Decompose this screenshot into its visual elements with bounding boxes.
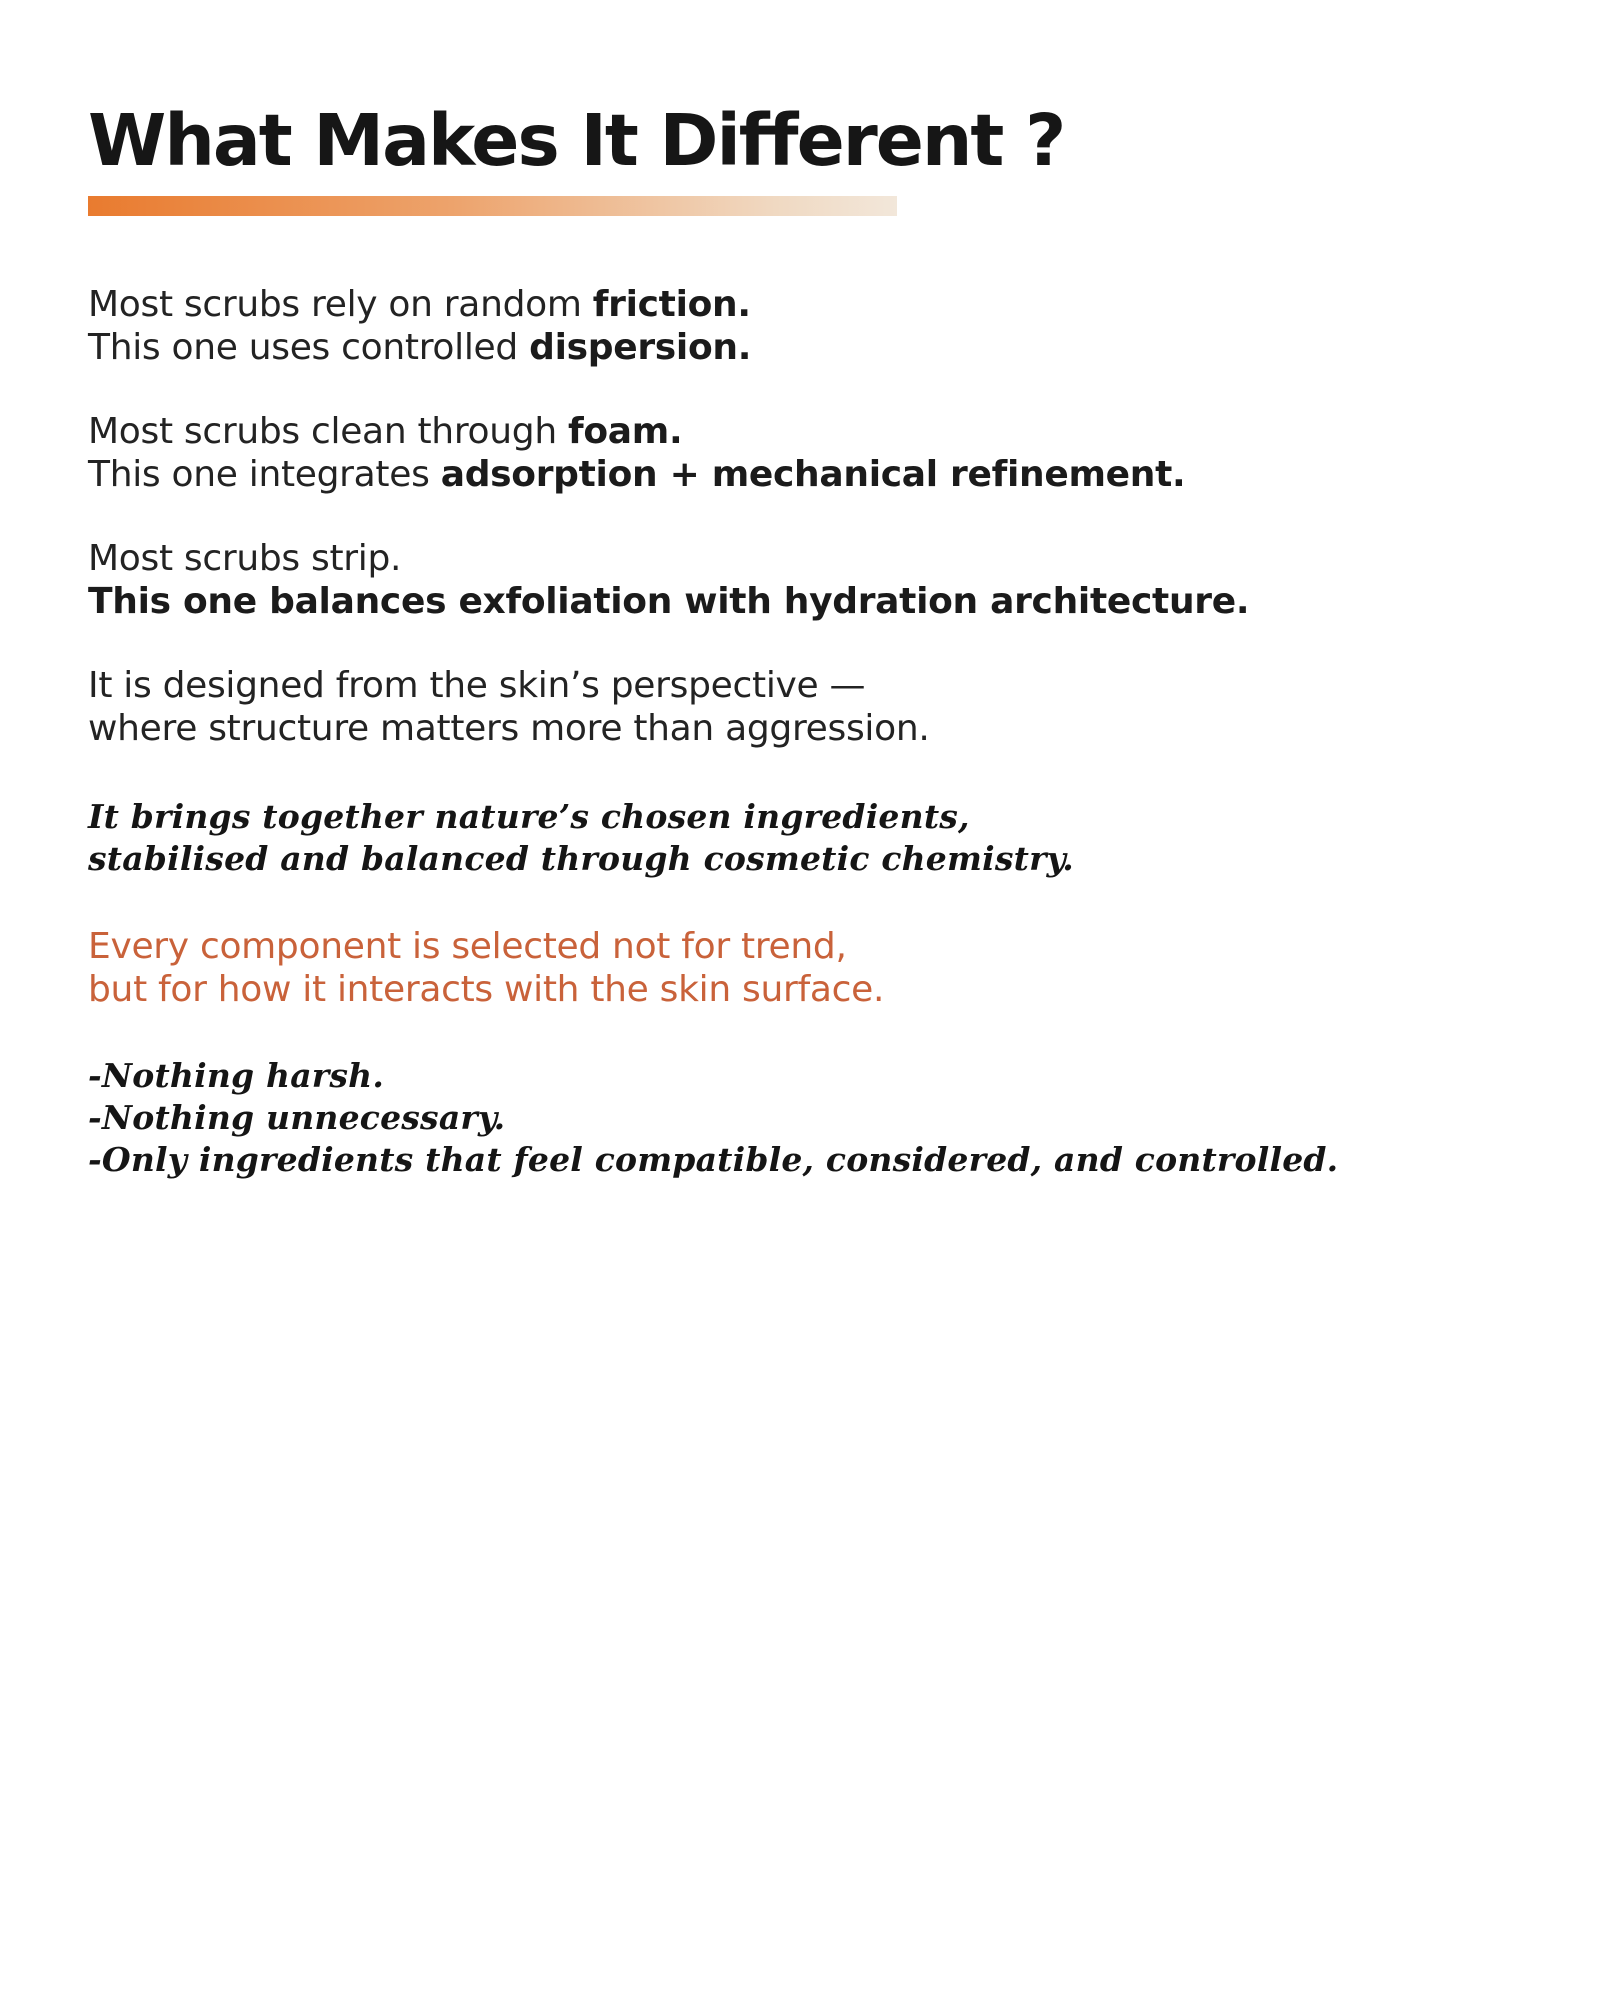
plain-text: This one uses controlled	[88, 327, 530, 368]
title-underline-bar	[88, 196, 897, 216]
page-title: What Makes It Different ?	[88, 99, 1065, 182]
content-page	[88, 96, 1528, 1181]
highlight-line: Every component is selected not for trend,	[88, 926, 847, 967]
plain-text: Most scrubs clean through	[88, 411, 568, 452]
bold-text: This one balances exfoliation with hydration architecture.	[88, 581, 1250, 622]
script-line: stabilised and balanced through cosmetic chemistry.	[88, 839, 1074, 878]
paragraph-foam	[88, 410, 1528, 496]
paragraph-friction	[88, 283, 1528, 369]
script-note	[88, 796, 1528, 880]
list-item: -Nothing unnecessary.	[88, 1098, 506, 1137]
list-item: -Nothing harsh.	[88, 1056, 385, 1095]
highlight-paragraph	[88, 925, 1528, 1011]
list-item: -Only ingredients that feel compatible, considered, and controlled.	[88, 1140, 1339, 1179]
highlight-line: but for how it interacts with the skin surface.	[88, 969, 885, 1010]
principles-list	[88, 1055, 1528, 1181]
paragraph-perspective	[88, 664, 1528, 750]
paragraph-line	[88, 326, 1528, 369]
plain-text: This one integrates	[88, 454, 441, 495]
bold-text: friction.	[592, 284, 751, 325]
plain-text: It is designed from the skin’s perspective —	[88, 665, 866, 706]
plain-text: Most scrubs strip.	[88, 538, 402, 579]
paragraph-strip	[88, 537, 1528, 623]
paragraph-line	[88, 453, 1528, 496]
plain-text: Most scrubs rely on random	[88, 284, 593, 325]
bold-text: foam.	[567, 411, 683, 452]
script-line: It brings together nature’s chosen ingredients,	[88, 797, 970, 836]
plain-text: where structure matters more than aggression.	[88, 708, 930, 749]
paragraph-line	[88, 410, 1528, 453]
bold-text: dispersion.	[529, 327, 752, 368]
paragraph-line	[88, 283, 1528, 326]
bold-text: adsorption + mechanical refinement.	[440, 454, 1186, 495]
